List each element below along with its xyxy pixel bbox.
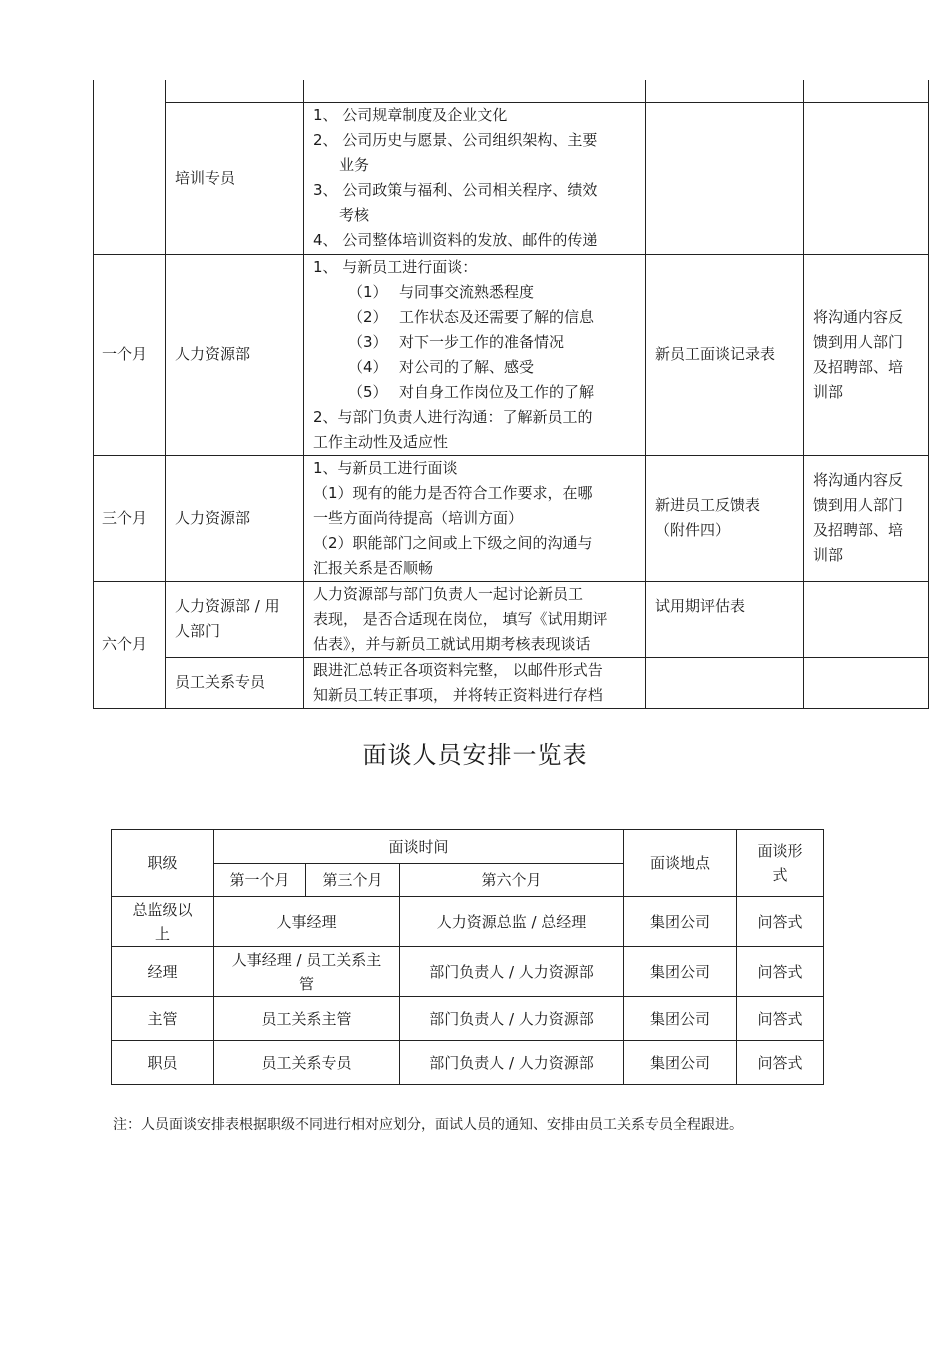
level-cell	[112, 897, 214, 947]
month-1-3-cell: 员工关系专员	[214, 1041, 400, 1085]
level-cell: 主管	[112, 997, 214, 1041]
content-cell	[304, 254, 646, 455]
content-line: 业务	[339, 156, 370, 174]
header-mode-line: 式	[772, 866, 788, 884]
content-line: 工作主动性及适应性	[313, 432, 449, 451]
mode-cell: 问答式	[737, 947, 824, 997]
content-line: 汇报关系是否顺畅	[313, 558, 434, 577]
responsible-line: 人部门	[175, 622, 221, 640]
remark-line: 及招聘部、培	[813, 521, 904, 539]
location-cell: 集团公司	[624, 997, 737, 1041]
month-6-cell: 人力资源总监 / 总经理	[400, 897, 624, 947]
remark-line: 馈到用人部门	[813, 496, 904, 514]
mode-cell: 问答式	[737, 897, 824, 947]
mode-cell: 问答式	[737, 997, 824, 1041]
remark-cell	[804, 254, 929, 455]
onboarding-schedule-table	[93, 80, 929, 709]
remark-cell	[804, 102, 929, 254]
content-cell	[304, 657, 646, 708]
content-line: 人力资源部与部门负责人一起讨论新员工	[313, 584, 584, 603]
responsible-cell	[166, 581, 304, 657]
content-line: 跟进汇总转正各项资料完整， 以邮件形式告	[313, 660, 603, 679]
month-6-cell: 部门负责人 / 人力资源部	[400, 997, 624, 1041]
item-text: 与同事交流熟悉程度	[399, 282, 535, 301]
header-month-3: 第三个月	[306, 864, 400, 897]
item-number: （2）	[348, 307, 388, 326]
table-row	[94, 102, 929, 254]
content-line: 1、与新员工进行面谈	[313, 458, 458, 477]
page-title: 面谈人员安排一览表	[362, 741, 588, 769]
period-cell: 一个月	[94, 254, 166, 455]
cell	[304, 80, 646, 102]
content-line: 一些方面尚待提高（培训方面）	[313, 508, 524, 527]
month-6-cell: 部门负责人 / 人力资源部	[400, 947, 624, 997]
table-row	[112, 897, 824, 947]
cell	[804, 80, 929, 102]
responsible-line: 人力资源部 / 用	[175, 597, 280, 615]
content-line: （2）职能部门之间或上下级之间的沟通与	[313, 533, 593, 552]
content-line: 2、与部门负责人进行沟通：了解新员工的	[313, 407, 593, 426]
item-number: （1）	[348, 282, 388, 301]
remark-line: 馈到用人部门	[813, 332, 904, 351]
table-row	[112, 997, 824, 1041]
form-line: （附件四）	[655, 521, 731, 539]
item-number: （5）	[348, 382, 388, 401]
header-month-6: 第六个月	[400, 864, 624, 897]
form-cell: 新员工面谈记录表	[646, 254, 804, 455]
form-cell: 试用期评估表	[646, 581, 804, 657]
month-1-3-cell	[214, 947, 400, 997]
content-cell	[304, 102, 646, 254]
form-line: 新进员工反馈表	[655, 496, 761, 514]
remark-cell	[804, 581, 929, 657]
content-line: 4、 公司整体培训资料的发放、邮件的传递	[313, 231, 598, 249]
table-row	[112, 1041, 824, 1085]
month-1-3-line: 管	[298, 974, 314, 993]
month-6-cell: 部门负责人 / 人力资源部	[400, 1041, 624, 1085]
content-line: （1）现有的能力是否符合工作要求，在哪	[313, 483, 593, 502]
month-1-3-cell: 员工关系主管	[214, 997, 400, 1041]
content-subitem	[313, 355, 636, 380]
content-line: 表现， 是否合适现在岗位， 填写《试用期评	[313, 609, 608, 628]
content-subitem	[313, 380, 636, 405]
responsible-cell: 培训专员	[166, 102, 304, 254]
content-line: 考核	[339, 206, 370, 224]
remark-cell	[804, 657, 929, 708]
content-line: 1、 与新员工进行面谈：	[313, 257, 478, 276]
location-cell: 集团公司	[624, 1041, 737, 1085]
item-text: 对公司的了解、感受	[399, 357, 535, 376]
period-cell: 三个月	[94, 455, 166, 581]
responsible-cell: 人力资源部	[166, 455, 304, 581]
item-text: 对自身工作岗位及工作的了解	[399, 382, 595, 401]
header-time: 面谈时间	[214, 830, 624, 864]
table-row	[94, 455, 929, 581]
month-1-3-cell: 人事经理	[214, 897, 400, 947]
level-line: 总监级以	[132, 900, 193, 919]
period-cell	[94, 80, 166, 254]
interview-arrangement-table	[111, 829, 824, 1085]
remark-line: 及招聘部、培	[813, 357, 904, 376]
content-line: 估表》，并与新员工就试用期考核表现谈话	[313, 634, 591, 653]
remark-line: 训部	[813, 546, 844, 564]
content-subitem	[313, 280, 636, 305]
item-text: 对下一步工作的准备情况	[399, 332, 565, 351]
remark-line: 训部	[813, 382, 844, 401]
content-subitem	[313, 305, 636, 330]
table-row	[94, 254, 929, 455]
header-mode-line: 面谈形	[757, 842, 803, 860]
content-line: 1、 公司规章制度及企业文化	[313, 106, 508, 124]
form-cell	[646, 455, 804, 581]
content-line: 知新员工转正事项， 并将转正资料进行存档	[313, 685, 603, 704]
header-month-1: 第一个月	[214, 864, 306, 897]
form-cell	[646, 657, 804, 708]
month-1-3-line: 人事经理 / 员工关系主	[231, 950, 382, 969]
remark-line: 将沟通内容反	[813, 471, 904, 489]
cell	[646, 80, 804, 102]
header-row	[112, 830, 824, 864]
content-line: 3、 公司政策与福利、公司相关程序、绩效	[313, 181, 598, 199]
content-cell	[304, 455, 646, 581]
responsible-cell: 人力资源部	[166, 254, 304, 455]
remark-line: 将沟通内容反	[813, 307, 904, 326]
content-cell	[304, 581, 646, 657]
responsible-cell: 员工关系专员	[166, 657, 304, 708]
table-row	[94, 657, 929, 708]
remark-cell	[804, 455, 929, 581]
mode-cell: 问答式	[737, 1041, 824, 1085]
content-line: 2、 公司历史与愿景、公司组织架构、主要	[313, 131, 598, 149]
form-cell	[646, 102, 804, 254]
level-cell: 经理	[112, 947, 214, 997]
content-subitem	[313, 330, 636, 355]
table-row	[94, 80, 929, 102]
header-level: 职级	[112, 830, 214, 897]
item-text: 工作状态及还需要了解的信息	[399, 307, 595, 326]
level-cell: 职员	[112, 1041, 214, 1085]
level-line: 上	[154, 924, 170, 943]
location-cell: 集团公司	[624, 947, 737, 997]
footnote: 注：人员面谈安排表根据职级不同进行相对应划分，面试人员的通知、安排由员工关系专员全程跟进。	[113, 1117, 743, 1133]
table-row	[112, 947, 824, 997]
item-number: （3）	[348, 332, 388, 351]
header-mode	[737, 830, 824, 897]
table-row	[94, 581, 929, 657]
cell	[166, 80, 304, 102]
period-cell: 六个月	[94, 581, 166, 708]
header-location: 面谈地点	[624, 830, 737, 897]
location-cell: 集团公司	[624, 897, 737, 947]
item-number: （4）	[348, 357, 388, 376]
